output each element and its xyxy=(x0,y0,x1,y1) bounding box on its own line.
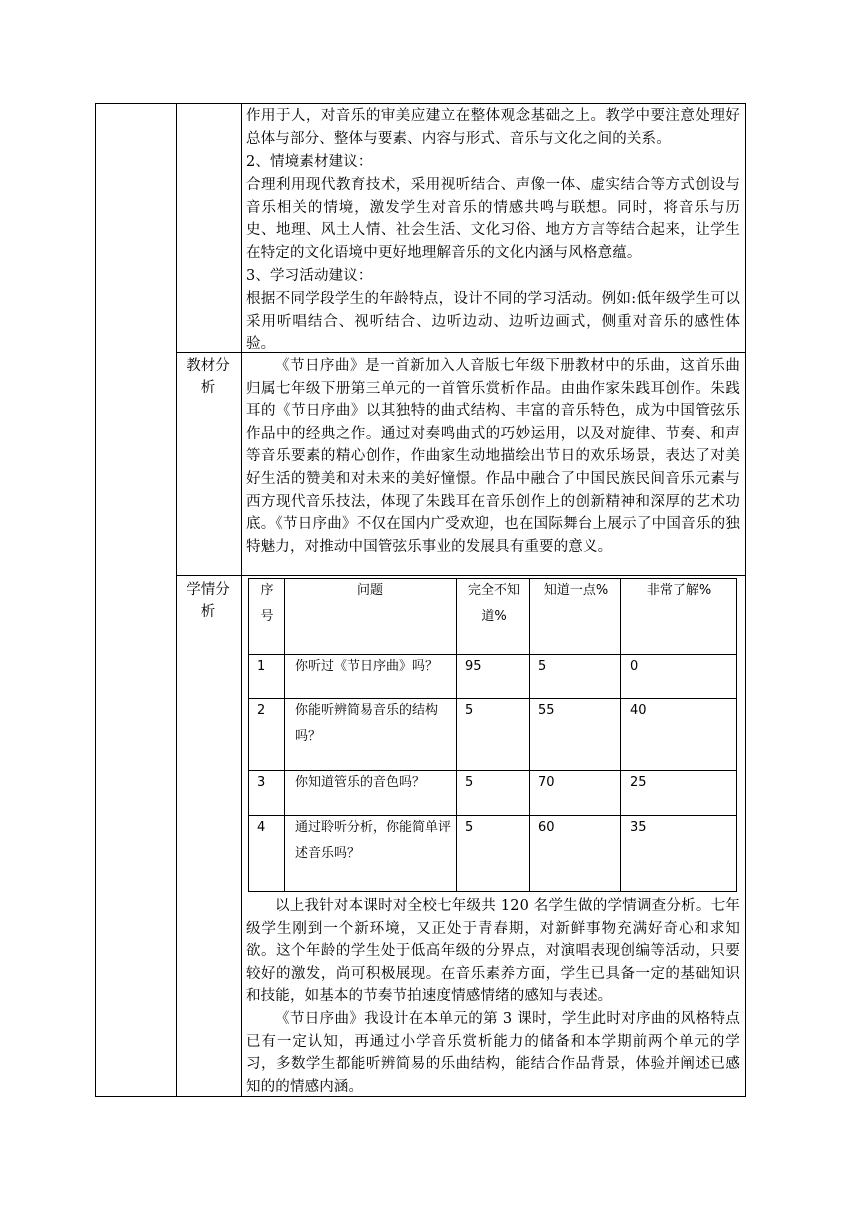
survey-row-4-none: 5 xyxy=(465,820,474,835)
design-paragraph-1: 作用于人，对音乐的审美应建立在整体观念基础之上。教学中要注意处理好总体与部分、整体与要素、内容与形式、音乐与文化之间的关系。 xyxy=(246,108,740,147)
table-left-border xyxy=(95,103,96,1097)
survey-row-1-none: 95 xyxy=(465,659,482,674)
design-heading-3: 3、学习活动建议： xyxy=(246,268,373,284)
survey-row-4-no: 4 xyxy=(257,820,266,835)
survey-row-4-some: 60 xyxy=(538,820,555,835)
table-top-border xyxy=(95,103,746,104)
material-analysis-label: 教材分析 xyxy=(186,358,230,396)
survey-row-3-no: 3 xyxy=(257,775,266,790)
survey-header-some: 知道一点% xyxy=(543,583,609,598)
survey-row-3-none: 5 xyxy=(465,775,474,790)
row-divider-2 xyxy=(176,575,746,576)
survey-row-1-no: 1 xyxy=(257,659,266,674)
survey-header-no: 序号 xyxy=(260,583,274,624)
survey-col-line-1 xyxy=(284,578,285,892)
survey-header-well: 非常了解% xyxy=(646,583,712,598)
survey-row-2-none: 5 xyxy=(465,703,474,718)
design-heading-2: 2、情境素材建议： xyxy=(246,154,373,170)
student-analysis-label: 学情分析 xyxy=(186,582,230,620)
survey-row-4-question: 通过聆听分析，你能简单评述音乐吗？ xyxy=(295,820,452,861)
survey-row-2-no: 2 xyxy=(257,703,266,718)
survey-row-1-some: 5 xyxy=(538,659,547,674)
survey-col-line-4 xyxy=(620,578,621,892)
table-right-border xyxy=(745,103,746,1097)
design-paragraph-3: 根据不同学段学生的年龄特点，设计不同的学习活动。例如:低年级学生可以采用听唱结合、视听结合、边听边动、边听边画式，侧重对音乐的感性体验。 xyxy=(246,291,740,353)
survey-row-3-question: 你知道管乐的音色吗？ xyxy=(295,775,426,790)
survey-col-line-0 xyxy=(248,578,249,892)
survey-row-2-well: 40 xyxy=(630,703,647,718)
column-divider-1 xyxy=(176,103,177,1097)
student-analysis-paragraph-2: 《节日序曲》我设计在本单元的第 3 课时，学生此时对序曲的风格特点已有一定认知，再通过小学音乐赏析能力的储备和本学期前两个单元的学习，多数学生都能听辨简易的乐曲结构，能结合作品背景，体验并阐述已感知的的情感内涵。 xyxy=(246,1011,740,1095)
column-divider-2 xyxy=(241,103,242,1097)
survey-row-4-well: 35 xyxy=(630,820,647,835)
material-analysis-text: 《节日序曲》是一首新加入人音版七年级下册教材中的乐曲，这首乐曲归属七年级下册第三单元的一首管乐赏析作品。由曲作家朱践耳创作。朱践耳的《节日序曲》以其独特的曲式结构、丰富的音乐特色，成为中国管弦乐作品中的经典之作。通过对奏鸣曲式的巧妙运用，以及对旋律、节奏、和声等音乐要素的精心创作，作曲家生动地描绘出节日的欢乐场景，表达了对美好生活的赞美和对未来的美好憧憬。作品中融合了中国民族民间音乐元素与西方现代音乐技法，体现了朱践耳在音乐创作上的创新精神和深厚的艺术功底。《节日序曲》不仅在国内广受欢迎，也在国际舞台上展示了中国音乐的独特魅力，对推动中国管弦乐事业的发展具有重要的意义。 xyxy=(246,358,740,555)
survey-row-3-some: 70 xyxy=(538,775,555,790)
survey-col-line-2 xyxy=(456,578,457,892)
survey-row-3-well: 25 xyxy=(630,775,647,790)
survey-col-line-3 xyxy=(529,578,530,892)
survey-bottom-border xyxy=(248,891,736,892)
survey-row-2-some: 55 xyxy=(538,703,555,718)
survey-header-question: 问题 xyxy=(356,583,383,598)
survey-header-none: 完全不知道% xyxy=(467,583,520,624)
survey-row-1-well: 0 xyxy=(630,659,639,674)
survey-row-2-question: 你能听辨简易音乐的结构吗？ xyxy=(295,703,439,744)
survey-col-line-5 xyxy=(736,578,737,892)
student-analysis-paragraph-1: 以上我针对本课时对全校七年级共 120 名学生做的学情调查分析。七年级学生刚到一个新环境，又正处于青春期，对新鲜事物充满好奇心和求知欲。这个年龄的学生处于低高年级的分界点，对演唱表现创编等活动，只要较好的激发，尚可积极展现。在音乐素养方面，学生已具备一定的基础知识和技能，如基本的节奏节拍速度情感情绪的感知与表述。 xyxy=(246,898,740,1005)
survey-row-1-question: 你听过《节日序曲》吗？ xyxy=(295,659,439,674)
design-paragraph-2: 合理利用现代教育技术，采用视听结合、声像一体、虚实结合等方式创设与音乐相关的情境，激发学生对音乐的情感共鸣与联想。同时，将音乐与历史、地理、风土人情、社会生活、文化习俗、地方方言等结合起来，让学生在特定的文化语境中更好地理解音乐的文化内涵与风格意蕴。 xyxy=(246,177,740,261)
